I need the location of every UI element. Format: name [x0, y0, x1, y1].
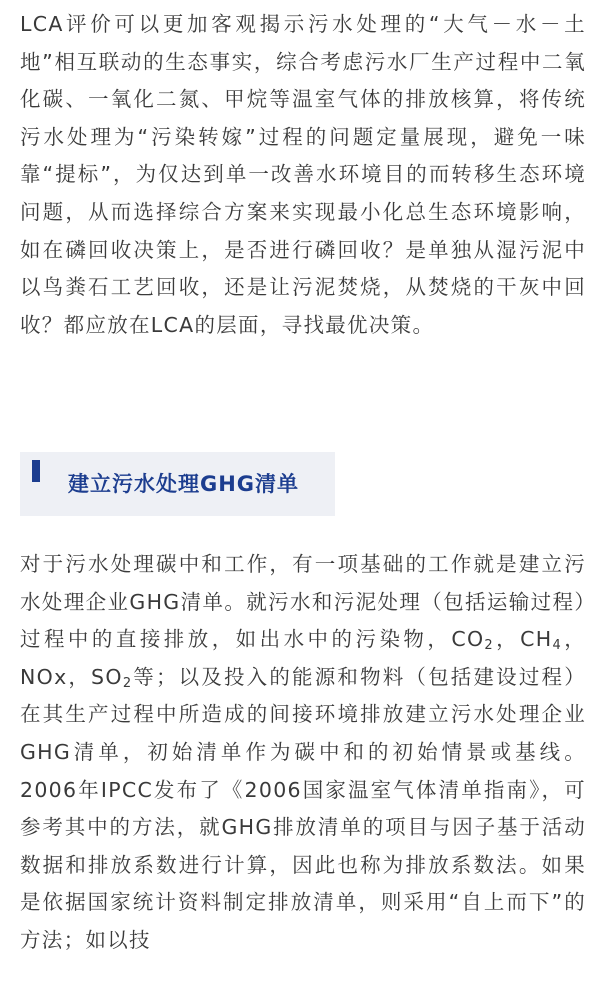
section-heading [20, 452, 335, 516]
paragraph-text: 对于污水处理碳中和工作，有一项基础的工作就是建立污水处理企业GHG清单。就污水和污泥处理（包括运输过程）过程中的直接排放，如出水中的污染物， [20, 552, 586, 652]
paragraph-lca-evaluation: LCA评价可以更加客观揭示污水处理的“大气－水－土地”相互联动的生态事实，综合考虑污水厂生产过程中二氧化碳、一氧化二氮、甲烷等温室气体的排放核算，将传统污水处理为“污染转嫁”过程的问题定量展现，避免一味靠“提标”，为仅达到单一改善水环境目的而转移生态环境问题，从而选择综合方案来实现最小化总生态环境影响，如在磷回收决策上，是否进行磷回收？是单独从湿污泥中以鸟粪石工艺回收，还是让污泥焚烧，从焚烧的干灰中回收？都应放在LCA的层面，寻找最优决策。 [20, 12, 586, 337]
paragraph-text-continued: 等；以及投入的能源和物料（包括建设过程）在其生产过程中所造成的间接环境排放建立污水处理企业GHG清单，初始清单作为碳中和的初始情景或基线。2006年IPCC发布了《2006国家温室气体清单指南》，可参考其中的方法，就GHG排放清单的项目与因子基于活动数据和排放系数进行计算，因此也称为排放系数法。如果是依据国家统计资料制定排放清单，则采用“自上而下”的方法；如以技 [20, 664, 586, 952]
paragraph-ghg-inventory [20, 546, 586, 960]
co2-formula: $CO_2$ [451, 627, 494, 654]
nox-so2-formula: ，NOx，$SO_2$ [20, 627, 586, 691]
heading-accent-bar [32, 460, 40, 482]
ch4-formula: ，$CH_4$ [493, 627, 563, 654]
section-heading-title: 建立污水处理GHG清单 [68, 472, 300, 496]
